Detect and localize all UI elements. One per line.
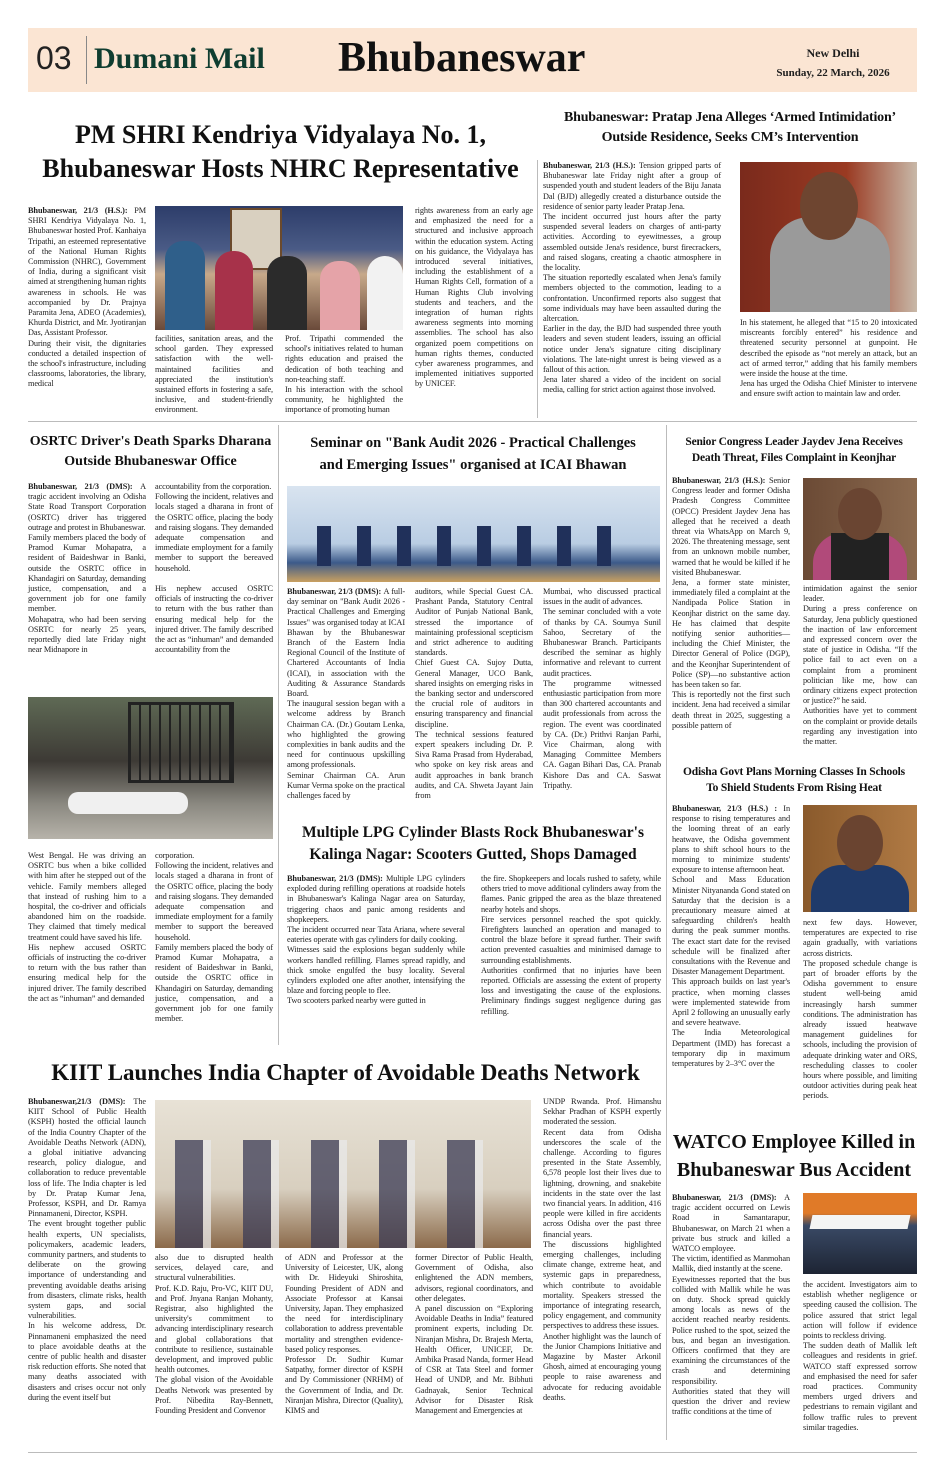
paragraph-text: In response to rising temperatures and the looming threat of an early heatwave, the Odisha government plans to shift school hours to the morning to minimize students' exposure to intense afternoon heat. [672, 804, 790, 875]
paragraph [672, 1193, 790, 1254]
paragraph: Family members placed the body of Pramod Kumar Mohapatra, a resident of Baideshwar in Banki, outside the OSRTC office in Khandagiri on Saturday, demanding justice, compensation, and a government job for one family member. [155, 942, 273, 1024]
paragraph: A panel discussion on “Exploring Avoidable Deaths in India” featured prominent experts, including Dr. Niranjan Mishra, Dr. Brajesh Merta, Health Officer, UNICEF, Dr. Ambika Prasad Nanda, former Head of CSR at Tata Steel and former Head of UNDP, and Mr. Bibhuti Gadnayak, Senior Technical Advisor for Disaster Risk Management and Emergencies at [415, 1304, 533, 1416]
paragraph: In his welcome address, Dr. Pinnamaneni emphasized the need to place avoidable deaths at the centre of public health and disaster risk reduction efforts. She noted that many deaths associated with disasters and crises occur not only during the event itself but [28, 1321, 146, 1402]
paragraph: The incident occurred just hours after the party suspended several leaders on charges of anti-party activities. According to eyewitnesses, a group assembled outside Jena's residence, burst firecrackers, and raised slogans, creating a chaotic atmosphere in the locality. [543, 212, 721, 273]
paragraph: Prof. K.D. Raju, Pro-VC, KIIT DU, and Prof. Jnyana Ranjan Mohanty, Registrar, also highlighted the university's commitment to advancing interdisciplinary research and global collaborations that contribute to resilience, sustainable development, and improved public health outcomes. [155, 1283, 273, 1375]
paragraph: Chief Guest CA. Sujoy Dutta, General Manager, UCO Bank, shared insights on emerging risks in the banking sector and underscored the crucial role of auditors in ensuring transparency and financial discipline. [415, 658, 533, 729]
headline-line: Senior Congress Leader Jaydev Jena Receives [685, 436, 903, 448]
paragraph: accountability from the corporation. [155, 482, 272, 491]
headline-icai-seminar [283, 432, 663, 476]
article-column [155, 1253, 273, 1416]
photo-pratap-jena [740, 162, 917, 312]
article-column [672, 476, 790, 731]
headline-line: PM SHRI Kendriya Vidyalaya No. 1, [75, 120, 486, 149]
paragraph: His nephew accused OSRTC officials of instructing the co-driver to return with the bus rather than ensuring medical help for the injured driver. The family described the act as “inhuman” and demanded [28, 942, 146, 1003]
article-column [803, 918, 917, 1102]
article-column [28, 206, 146, 390]
article-column [287, 874, 465, 1007]
paragraph: The seminar concluded with a vote of thanks by CA. Soumya Sunil Sahoo, Secretary of the Bhubaneswar Branch. Participants described the seminar as highly informative and relevant to current audit practices. [543, 607, 661, 678]
paragraph: corporation. [155, 851, 195, 860]
paragraph: The programme witnessed enthusiastic participation from more than 300 chartered accountants and audit professionals from across the region. The event was coordinated by CA. (Dr.) Prithvi Ranjan Parhi, Vice Chairman, along with Managing Committee Members CA. Gagan Bihari Das, CA. Pranab Kishore Das and CA. Saswat Tripathy. [543, 678, 661, 790]
headline-watco-accident [670, 1128, 918, 1184]
article-column [28, 482, 146, 655]
paragraph: auditors, while Special Guest CA. Prashant Panda, Statutory Central Auditor of Punjab National Bank, stressed the importance of maintaining professional scepticism and strict adherence to auditing standards. [415, 587, 533, 658]
article-column [415, 206, 533, 390]
article-column [285, 334, 403, 416]
headline-line: Kalinga Nagar: Scooters Gutted, Shops Damaged [309, 846, 637, 863]
paragraph: Authorities stated that they will question the driver and review traffic conditions at the time of [672, 1386, 790, 1417]
paragraph: In his interaction with the school community, he highlighted the importance of promoting human [285, 385, 403, 415]
paragraph: The incident occurred near Tata Ariana, where several eateries operate with gas cylinders for daily cooking. [287, 925, 465, 945]
dateline: Bhubaneswar, 21/3 (DMS): [287, 874, 386, 883]
paragraph: the fire. Shopkeepers and locals rushed to safety, while others tried to move additional cylinders away from the flames. Panic gripped the area as the blaze threatened nearby hotels and shops. [481, 874, 661, 914]
headline-line: Bhubaneswar Bus Accident [676, 1159, 912, 1181]
paragraph: Earlier in the day, the BJD had suspended three youth leaders and seven student leaders, issuing an official notice under Jena's signature citing disciplinary violations. The late-night unrest is being viewed as a fallout of this action. [543, 324, 721, 375]
paragraph: Jena later shared a video of the incident on social media, calling for strict action against those involved. [543, 375, 721, 395]
paragraph [28, 1097, 146, 1219]
headline-line: Outside Residence, Seeks CM’s Intervention [601, 130, 859, 145]
headline-line: Seminar on "Bank Audit 2026 - Practical Challenges [310, 435, 636, 451]
paragraph: Following the incident, relatives and locals staged a dharana in front of the OSRTC office, placing the body and raising slogans. They demanded adequate compensation and immediate employment for a family member to support the bereaved household. [155, 492, 273, 573]
photo-jaydev-jena [803, 478, 917, 580]
paragraph: The India Meteorological Department (IMD) has forecast a temporary dip in maximum temperatures by 2–3°C over the [672, 1028, 790, 1069]
paragraph: The sudden death of Mallik left colleagues and residents in grief. WATCO staff expressed sorrow and emphasised the need for safer road practices. Community members urged drivers and pedestrians to remain vigilant and follow traffic rules to prevent similar tragedies. [803, 1341, 917, 1432]
article-column [543, 161, 721, 396]
paragraph: The event brought together public health experts, UN specialists, policymakers, academic leaders, community partners, and students to deliberate on the growing importance of understanding and preventing avoidable deaths arising from disasters, climate risks, health system gaps, and social vulnerabilities. [28, 1219, 146, 1321]
paragraph: During a press conference on Saturday, Jena publicly questioned the inaction of law enforcement and expressed concern over the state of justice in Odisha. “If the police fail to act even on a complaint from a prominent politician like me, how can ordinary citizens expect protection or justice?” he said. [803, 604, 917, 706]
dateline: Bhubaneswar, 21/3 (H.S.) : [672, 804, 784, 813]
paragraph-text: A full-day seminar on "Bank Audit 2026 - Practical Challenges and Emerging Issues" was organised today at ICAI Bhawan by the Bhubaneswar Branch of the Eastern India Regional Council of the Institute of Chartered Accountants of India (ICAI), in association with the Auditing & Assurance Standards Board. [287, 587, 405, 699]
paragraph: His nephew accused OSRTC officials of instructing the co-driver to return with the bus rather than ensuring medical help for the injured driver. The family described the act as “inhuman” and demanded accountability from the [155, 584, 273, 655]
column-rule [666, 425, 667, 1440]
paragraph: The victim, identified as Manmohan Mallik, died instantly at the scene. [672, 1254, 790, 1274]
paragraph: The technical sessions featured expert speakers including Dr. P. Siva Rama Prasad from Hyderabad, who spoke on key risk areas and audit approaches in bank branch audits, and CA. Shweta Jayant Jain from [415, 729, 533, 801]
headline-lpg-blasts [283, 822, 663, 866]
headline-line: Outside Bhubaneswar Office [64, 454, 237, 469]
article-column [28, 851, 146, 1004]
headline-line: OSRTC Driver's Death Sparks Dharana [29, 434, 272, 449]
paragraph: rights awareness from an early age and emphasized the need for a structured and inclusive approach within the education system. Acting on his guidance, the Vidyalaya has introduced several initiatives, including the establishment of a Human Rights Cell, formation of a Human Rights Club involving students and teachers, and the integration of human rights awareness segments into morning assemblies. The school has also organized poem competitions on human rights themes, conducted cyber awareness programmes, and implemented initiatives supported by UNICEF. [415, 206, 533, 389]
article-column [415, 587, 533, 801]
paper-name: Dumani Mail [94, 42, 265, 75]
masthead [28, 28, 917, 92]
paragraph: Fire services personnel reached the spot quickly. Firefighters launched an operation and managed to control the blaze before it spread further. Their swift action prevented casualties and minimised damage to surrounding establishments. [481, 914, 661, 965]
headline-line: Multiple LPG Cylinder Blasts Rock Bhubaneswar's [301, 824, 645, 841]
photo-nhrc-visit [155, 206, 403, 330]
paragraph-text: A tragic accident involving an Odisha State Road Transport Corporation (OSRTC) driver has triggered outrage and protest in Bhubaneswar. [28, 482, 146, 532]
paragraph: The proposed schedule change is part of broader efforts by the Odisha government to ensure student well-being amid increasingly harsh summer conditions. The administration has already issued heatwave management guidelines for schools, including the provision of adequate drinking water and ORS, rescheduling classes to cooler hours where possible, and limiting outdoor activities during peak heat periods. [803, 958, 917, 1101]
paragraph-text: A tragic accident occurred on Lewis Road in Samantarapur, Bhubaneswar, on March 21 when a private bus struck and killed a WATCO employee. [672, 1193, 790, 1254]
article-column [155, 334, 273, 416]
edition-city: Bhubaneswar [338, 35, 586, 81]
paragraph: also due to disrupted health services, delayed care, and structural vulnerabilities. [155, 1253, 273, 1283]
dateline: Bhubaneswar, 21/3 (H.S.): [543, 161, 639, 170]
paragraph [287, 587, 405, 699]
photo-osrtc-dharana [28, 697, 273, 839]
dateline: Bhubaneswar, 21/3 (DMS): [28, 482, 141, 491]
paragraph: Authorities have yet to comment on the complaint or provide details regarding any investigation into the matter. [803, 706, 917, 747]
headline-line: KIIT Launches India Chapter of Avoidable Deaths Network [51, 1060, 640, 1085]
column-rule [537, 160, 538, 418]
paragraph: the accident. Investigators aim to establish whether negligence or speeding caused the collision. The police assured that strict legal action will follow if evidence points to reckless driving. [803, 1280, 917, 1341]
photo-minister-gond [803, 805, 917, 912]
section-divider [28, 421, 917, 422]
headline-jaydev-jena [670, 434, 918, 466]
paragraph: This is reportedly not the first such incident. Jena had received a similar death threat in 2025, suggesting a possible pattern of [672, 690, 790, 730]
article-column [28, 1097, 146, 1403]
article-column [415, 1253, 533, 1416]
photo-bus [803, 1193, 917, 1274]
paragraph: Prof. Tripathi commended the school's initiatives related to human rights education and praised the dedication of both teaching and non-teaching staff. [285, 334, 403, 384]
article-column [672, 804, 790, 1069]
column-rule [278, 425, 279, 1045]
paragraph: Following the incident, relatives and locals staged a dharana in front of the OSRTC office, placing the body and raising slogans. They demanded adequate compensation and immediate employment for a family member to support the bereaved household. [155, 861, 273, 942]
paragraph [287, 874, 465, 925]
paragraph [543, 161, 721, 212]
dateline: Bhubaneswar, 21/3 (H.S.): [28, 206, 135, 215]
headline-line: Bhubaneswar: Pratap Jena Alleges ‘Armed Intimidation’ [563, 110, 896, 125]
paragraph: Authorities confirmed that no injuries have been reported. Officials are assessing the extent of property loss and investigating the cause of the explosions. Preliminary findings suggest negligence during gas refilling. [481, 965, 661, 1016]
paragraph: The discussions highlighted emerging challenges, including climate change, extreme heat, and systemic gaps in preparedness, which contribute to avoidable mortality. Speakers stressed the importance of integrating research, policy engagement, and community perspectives to address these issues. [543, 1239, 661, 1331]
page-number: 03 [36, 40, 72, 76]
article-column [543, 587, 661, 791]
photo-kiit-launch [155, 1100, 531, 1248]
paragraph: Professor Dr. Sudhir Kumar Satpathy, former director of KSPH and Dy Commissioner (NRHM) of the Government of India, and Dr. Niranjan Mishra, Director (Quality), KIMS and [285, 1355, 403, 1416]
edition-date: Sunday, 22 March, 2026 [776, 67, 890, 79]
article-column [803, 584, 917, 747]
paragraph-text: PM SHRI Kendriya Vidyalaya No. 1, Bhubaneswar hosted Prof. Kanhaiya Tripathi, an esteemed representative of the National Human Rights Commission (NHRC), Government of India, during a significant visit aimed at strengthening human rights awareness in schools. He was accompanied by Dr. Prajnya Paramita Jena, ADEO (Academies), Khurda District, and Mr. Jyotiranjan Das, Assistant Professor. [28, 206, 146, 338]
paragraph: Family members placed the body of Pramod Kumar Mohapatra, a resident of Baideshwar in Banki, outside the OSRTC office in Khandagiri on Saturday, demanding justice, compensation, and a government job for one family member. [28, 533, 146, 614]
article-column [287, 587, 405, 801]
paragraph: Recent data from Odisha underscores the scale of the challenge. According to figures presented in the State Assembly, 6,578 people lost their lives due to lightning, drowning, and snakebite incidents in the state over the last two financial years. In addition, 416 people were killed in fire accidents across Odisha over the past three financial years. [543, 1127, 661, 1239]
article-column [740, 318, 917, 400]
article-column [672, 1193, 790, 1417]
paragraph [28, 206, 146, 339]
paragraph: UNDP Rwanda. Prof. Himanshu Sekhar Pradhan of KSPH expertly moderated the session. [543, 1097, 661, 1127]
paragraph [672, 476, 790, 578]
headline-line: WATCO Employee Killed in [672, 1131, 916, 1153]
headline-line: Death Threat, Files Complaint in Keonjhar [691, 452, 897, 464]
article-column [285, 1253, 403, 1416]
paragraph: facilities, sanitation areas, and the school garden. They expressed satisfaction with the well-maintained facilities and appreciated the institution's sustained efforts in fostering a safe, inclusive, and student-friendly environment. [155, 334, 273, 415]
paragraph: former Director of Public Health, Government of Odisha, also enlightened the ADN members, advisors, regional coordinators, and other delegates. [415, 1253, 533, 1303]
paragraph: Witnesses said the explosions began suddenly while workers handled refilling. Flames spread rapidly, and thick smoke engulfed the busy locality. Several cylinders exploded one after another, intensifying the blaze and forcing people to flee. [287, 945, 465, 996]
paragraph-text: Multiple LPG cylinders exploded during refilling operations at roadside hotels in Bhubaneswar's Kalinga Nagar area on Saturday, triggering chaos and panic among residents and shopkeepers. [287, 874, 465, 924]
paragraph: Another highlight was the launch of the Junior Champions Initiative and Magazine by Master Arkonil Ghosh, aimed at encouraging young people to raise awareness and advocate for reducing avoidable deaths. [543, 1331, 661, 1402]
headline-pratap-jena [543, 108, 917, 148]
paragraph: Mohapatra, who had been serving OSRTC for nearly 25 years, reportedly died late Friday night near Midnapore in [28, 614, 146, 655]
dateline: Bhubaneswar,21/3 (DMS): [28, 1097, 134, 1106]
dateline: Bhubaneswar, 21/3 (DMS): [287, 587, 384, 596]
paragraph: intimidation against the senior leader. [803, 584, 917, 604]
paragraph: of ADN and Professor at the University of Leicester, UK, along with Dr. Hideyuki Shiroshita, Founding President of ADN and Associate Professor at Kansai University, Japan. They emphasized the need for interdisciplinary collaboration to address preventable mortality and strengthen evidence-based policy responses. [285, 1253, 403, 1354]
article-column [155, 482, 273, 655]
headline-line: and Emerging Issues" organised at ICAI Bhawan [319, 457, 627, 473]
paragraph: Eyewitnesses reported that the bus collided with Mallik while he was on duty. Shock spread quickly among locals as news of the accident reached nearby residents. Police rushed to the spot, seized the bus, and began an investigation. Officers confirmed that they are examining the circumstances of the crash and determining responsibility. [672, 1274, 790, 1386]
headline-morning-classes [670, 764, 918, 796]
paragraph: Mumbai, who discussed practical issues in the audit of advances. [543, 587, 661, 607]
article-column [481, 874, 661, 1017]
paragraph: Jena has urged the Odisha Chief Minister to intervene and ensure swift action to maintain law and order. [740, 379, 917, 399]
paragraph: Two scooters parked nearby were gutted in [287, 996, 426, 1006]
paragraph: During their visit, the dignitaries conducted a detailed inspection of the school's infrastructure, including classrooms, laboratories, the library, medical [28, 338, 146, 389]
paragraph: The situation reportedly escalated when Jena's family members objected to the commotion, leading to a confrontation. Unconfirmed reports also suggest that some individuals may have been assaulted during the altercation. [543, 273, 721, 324]
headline-kv-nhrc [28, 118, 533, 186]
paragraph: next few days. However, temperatures are expected to rise again gradually, with variations across districts. [803, 918, 917, 958]
photo-icai-seminar [287, 486, 660, 582]
headline-osrtc [28, 432, 273, 472]
paragraph: The global vision of the Avoidable Deaths Network was presented by Prof. Nibedita Ray-Bennett, Founding President and Convenor [155, 1375, 273, 1416]
paragraph-text: Tension gripped parts of Bhubaneswar late Friday night after a group of suspended youth and student leaders of the Biju Janata Dal (BJD) allegedly created a disturbance outside the residence of senior party leader Pratap Jena. [543, 161, 721, 211]
section-divider [28, 1452, 917, 1453]
dateline: Bhubaneswar, 21/3 (DMS): [672, 1193, 785, 1202]
paragraph: West Bengal. He was driving an OSRTC bus when a bike collided with him after he stepped out of the vehicle. Family members alleged that instead of rushing him to a hospital, the co-driver and officials abandoned him on the roadside. They claimed that timely medical treatment could have saved his life. [28, 851, 146, 942]
masthead-divider [86, 36, 87, 84]
paragraph: In his statement, he alleged that “15 to 20 intoxicated miscreants forcibly entered” his residence and threatened security personnel at gunpoint. He described the episode as “not merely an attack, but an act of armed terror,” adding that his family members were inside the house at the time. [740, 318, 917, 379]
paragraph [672, 804, 790, 875]
paragraph: The inaugural session began with a welcome address by Branch Chairman CA. (Dr.) Goutam Lenka, who highlighted the growing complexities in bank audits and the need for continuous upskilling among professionals. [287, 699, 405, 770]
headline-line: Odisha Govt Plans Morning Classes In Schools [683, 766, 905, 778]
headline-kiit-adn [28, 1056, 663, 1090]
paragraph [28, 482, 146, 533]
paragraph: School and Mass Education Minister Nityananda Gond stated on Saturday that the decision is a precautionary measure aimed at safeguarding children's health during the peak summer months. The exact start date for the revised schedule will be finalized after consultations with the Revenue and Disaster Management Department. [672, 875, 790, 977]
headline-line: Bhubaneswar Hosts NHRC Representative [42, 154, 519, 183]
paragraph: Jena, a former state minister, immediately filed a complaint at the Nandipada Police Station in Keonjhar district on the same day. He has claimed that despite notifying senior authorities—including the Chief Minister, the Director General of Police (DGP), and the Keonjhar Superintendent of Police (SP)—no substantive action has been taken so far. [672, 578, 790, 690]
article-column [803, 1280, 917, 1433]
edition-place: New Delhi [806, 46, 860, 60]
paragraph: This approach builds on last year's practice, when morning classes were implemented statewide from April 2 following an unusually early and severe heatwave. [672, 977, 790, 1028]
article-column [543, 1097, 661, 1403]
dateline: Bhubaneswar, 21/3 (H.S.): [672, 476, 769, 485]
paragraph-text: The KIIT School of Public Health (KSPH) hosted the official launch of the India Country Chapter of the Avoidable Deaths Network (ADN), a global initiative advancing research, policy dialogue, and collaboration to reduce preventable loss of life. The India chapter is led by Dr. Pratap Kumar Jena, Professor, KSPH, and Dr. Ramya Pinnamaneni, Director, KSPH. [28, 1097, 146, 1219]
paragraph [155, 574, 273, 584]
paragraph-text: Senior Congress leader and former Odisha Pradesh Congress Committee (OPCC) President Jaydev Jena has alleged that he received a death threat via WhatsApp on March 9, 2026. The threatening message, sent from an unknown mobile number, warned that he would be killed if he visited Bhubaneswar. [672, 476, 790, 577]
article-column [155, 851, 273, 1024]
headline-line: To Shield Students From Rising Heat [706, 782, 882, 794]
paragraph: Seminar Chairman CA. Arun Kumar Verma spoke on the practical challenges faced by [287, 770, 405, 801]
